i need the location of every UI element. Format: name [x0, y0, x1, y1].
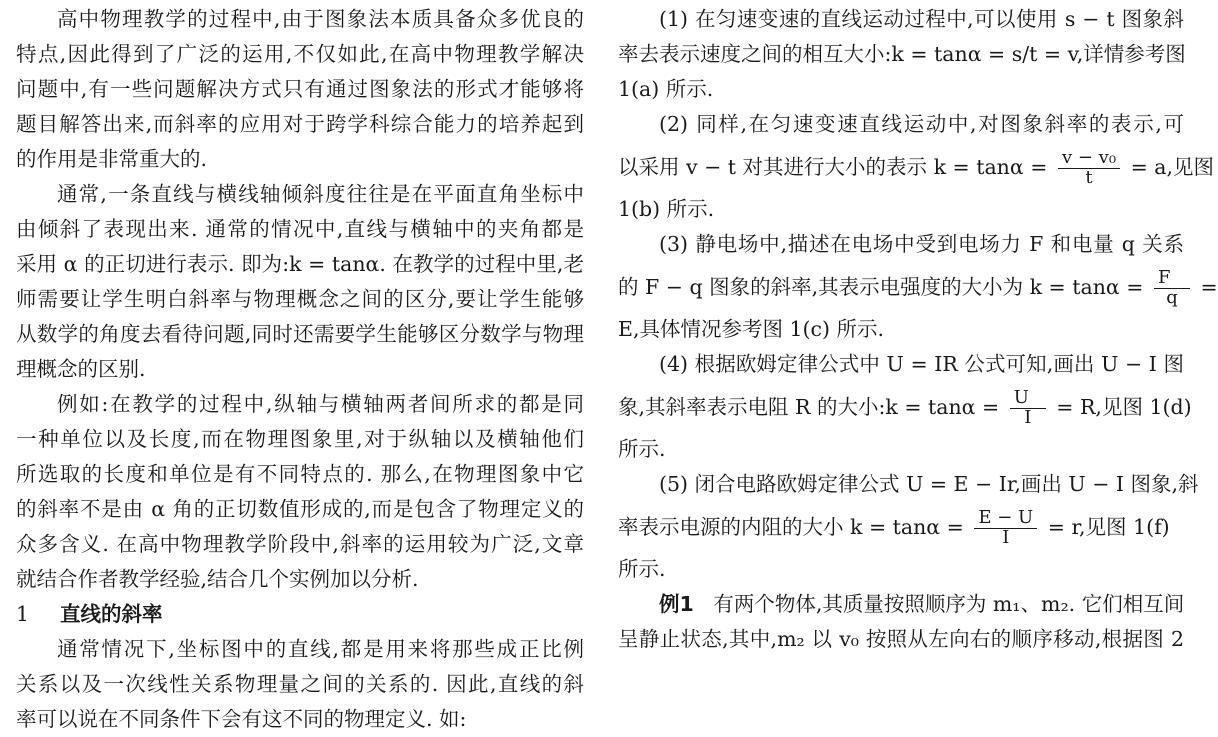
fraction — [1010, 389, 1046, 428]
text-line: (2) 同样,在匀速变速直线运动中,对图象斜率的表示,可 — [659, 112, 1184, 136]
left-column — [16, 2, 584, 737]
item-3 — [618, 227, 1218, 347]
section-title: 直线的斜率 — [60, 602, 163, 626]
example-label: 例1 — [659, 592, 694, 616]
paragraph-intro — [16, 2, 584, 177]
text-line: (4) 根据欧姆定律公式中 U = IR 公式可知,画出 U − I 图 — [659, 352, 1184, 376]
text-line — [618, 587, 1184, 622]
item-5 — [618, 467, 1199, 587]
text-line: 众多含义. 在高中物理教学阶段中,斜率的运用较为广泛,文章 — [16, 532, 584, 556]
right-column — [618, 2, 1218, 657]
text-line: 由倾斜了表现出来. 通常的情况中,直线与横轴中的夹角都是 — [16, 217, 584, 241]
text-line: (1) 在匀速变速的直线运动过程中,可以使用 s − t 图象斜 — [659, 7, 1184, 31]
text-line: 的作用是非常重大的. — [16, 147, 208, 171]
formula-text: = a,见图 — [1130, 155, 1215, 179]
formula-text: = — [1200, 275, 1218, 299]
formula-text: = R,见图 1(d) — [1056, 395, 1192, 419]
text-line: 问题中,有一些问题解决方式只有通过图象法的形式才能够将 — [16, 77, 584, 101]
text-line: 就结合作者教学经验,结合几个实例加以分析. — [16, 567, 419, 591]
example-text: 有两个物体,其质量按照顺序为 m₁、m₂. 它们相互间 — [713, 592, 1185, 616]
text-line: 呈静止状态,其中,m₂ 以 v₀ 按照从左向右的顺序移动,根据图 2 — [618, 627, 1184, 651]
formula-text: 象,其斜率表示电阻 R 的大小:k = tanα = — [618, 395, 1000, 419]
text-line: 所选取的长度和单位是有不同特点的. 那么,在物理图象中它 — [16, 462, 584, 486]
text-line: 所示. — [618, 437, 666, 461]
formula-line — [618, 502, 1184, 552]
paragraph-slope-definition — [16, 177, 584, 387]
fraction — [1058, 149, 1120, 188]
text-line: 高中物理教学的过程中,由于图象法本质具备众多优良的 — [57, 7, 584, 31]
paragraph-straight-line — [16, 632, 584, 737]
fraction — [974, 509, 1037, 548]
fraction — [1154, 269, 1190, 308]
text-line: 例如:在教学的过程中,纵轴与横轴两者间所求的都是同 — [57, 392, 584, 416]
text-line: 1(b) 所示. — [618, 197, 715, 221]
text-line: (3) 静电场中,描述在电场中受到电场力 F 和电量 q 关系 — [659, 232, 1184, 256]
formula-text: 以采用 v − t 对其进行大小的表示 k = tanα = — [618, 155, 1048, 179]
formula-line — [618, 382, 1192, 432]
fraction-denominator: I — [1002, 527, 1010, 548]
item-4 — [618, 347, 1192, 467]
text-line: 师需要让学生明白斜率与物理概念之间的区分,要让学生能够 — [16, 287, 584, 311]
fraction-numerator: U — [1010, 389, 1046, 409]
formula-line — [618, 142, 1215, 192]
text-line: 题目解答出来,而斜率的应用对于跨学科综合能力的培养起到 — [16, 112, 584, 136]
fraction-denominator: t — [1085, 167, 1093, 188]
text-line: 一种单位以及长度,而在物理图象里,对于纵轴以及横轴他们 — [16, 427, 584, 451]
item-2 — [618, 107, 1215, 227]
paragraph-example-units — [16, 387, 584, 597]
text-line: E,具体情况参考图 1(c) 所示. — [618, 317, 885, 341]
fraction-numerator: v − v₀ — [1058, 149, 1120, 169]
formula-line — [618, 262, 1218, 312]
formula-text: 率表示电源的内阻的大小 k = tanα = — [618, 515, 964, 539]
fraction-numerator: F — [1154, 269, 1190, 289]
text-line: 理概念的区别. — [16, 357, 146, 381]
text-line: 的斜率不是由 α 角的正切数值形成的,而是包含了物理定义的 — [16, 497, 584, 521]
formula-text: 的 F − q 图象的斜率,其表示电强度的大小为 k = tanα = — [618, 275, 1144, 299]
text-line: 从数学的角度去看待问题,同时还需要学生能够区分数学与物理 — [16, 322, 584, 346]
item-1 — [618, 2, 1184, 107]
formula-text: = r,见图 1(f) — [1047, 515, 1170, 539]
section-heading — [16, 597, 584, 632]
text-line: 率去表示速度之间的相互大小:k = tanα = s/t = v,详情参考图 — [618, 42, 1186, 66]
text-line: 率可以说在不同条件下会有这不同的物理定义. 如: — [16, 707, 467, 731]
text-line: 所示. — [618, 557, 666, 581]
text-line: 关系以及一次线性关系物理量之间的关系的. 因此,直线的斜 — [16, 672, 584, 696]
text-line: (5) 闭合电路欧姆定律公式 U = E − Ir,画出 U − I 图象,斜 — [659, 472, 1199, 496]
fraction-numerator: E − U — [974, 509, 1037, 529]
text-line: 特点,因此得到了广泛的运用,不仅如此,在高中物理教学解决 — [16, 42, 584, 66]
text-line: 1(a) 所示. — [618, 77, 714, 101]
fraction-denominator: I — [1024, 407, 1032, 428]
text-line: 通常情况下,坐标图中的直线,都是用来将那些成正比例 — [57, 637, 584, 661]
example-1 — [618, 587, 1184, 657]
section-number: 1 — [16, 602, 30, 626]
fraction-denominator: q — [1166, 287, 1178, 308]
text-line: 通常,一条直线与横线轴倾斜度往往是在平面直角坐标中 — [57, 182, 584, 206]
text-line: 采用 α 的正切进行表示. 即为:k = tanα. 在教学的过程中里,老 — [16, 252, 584, 276]
